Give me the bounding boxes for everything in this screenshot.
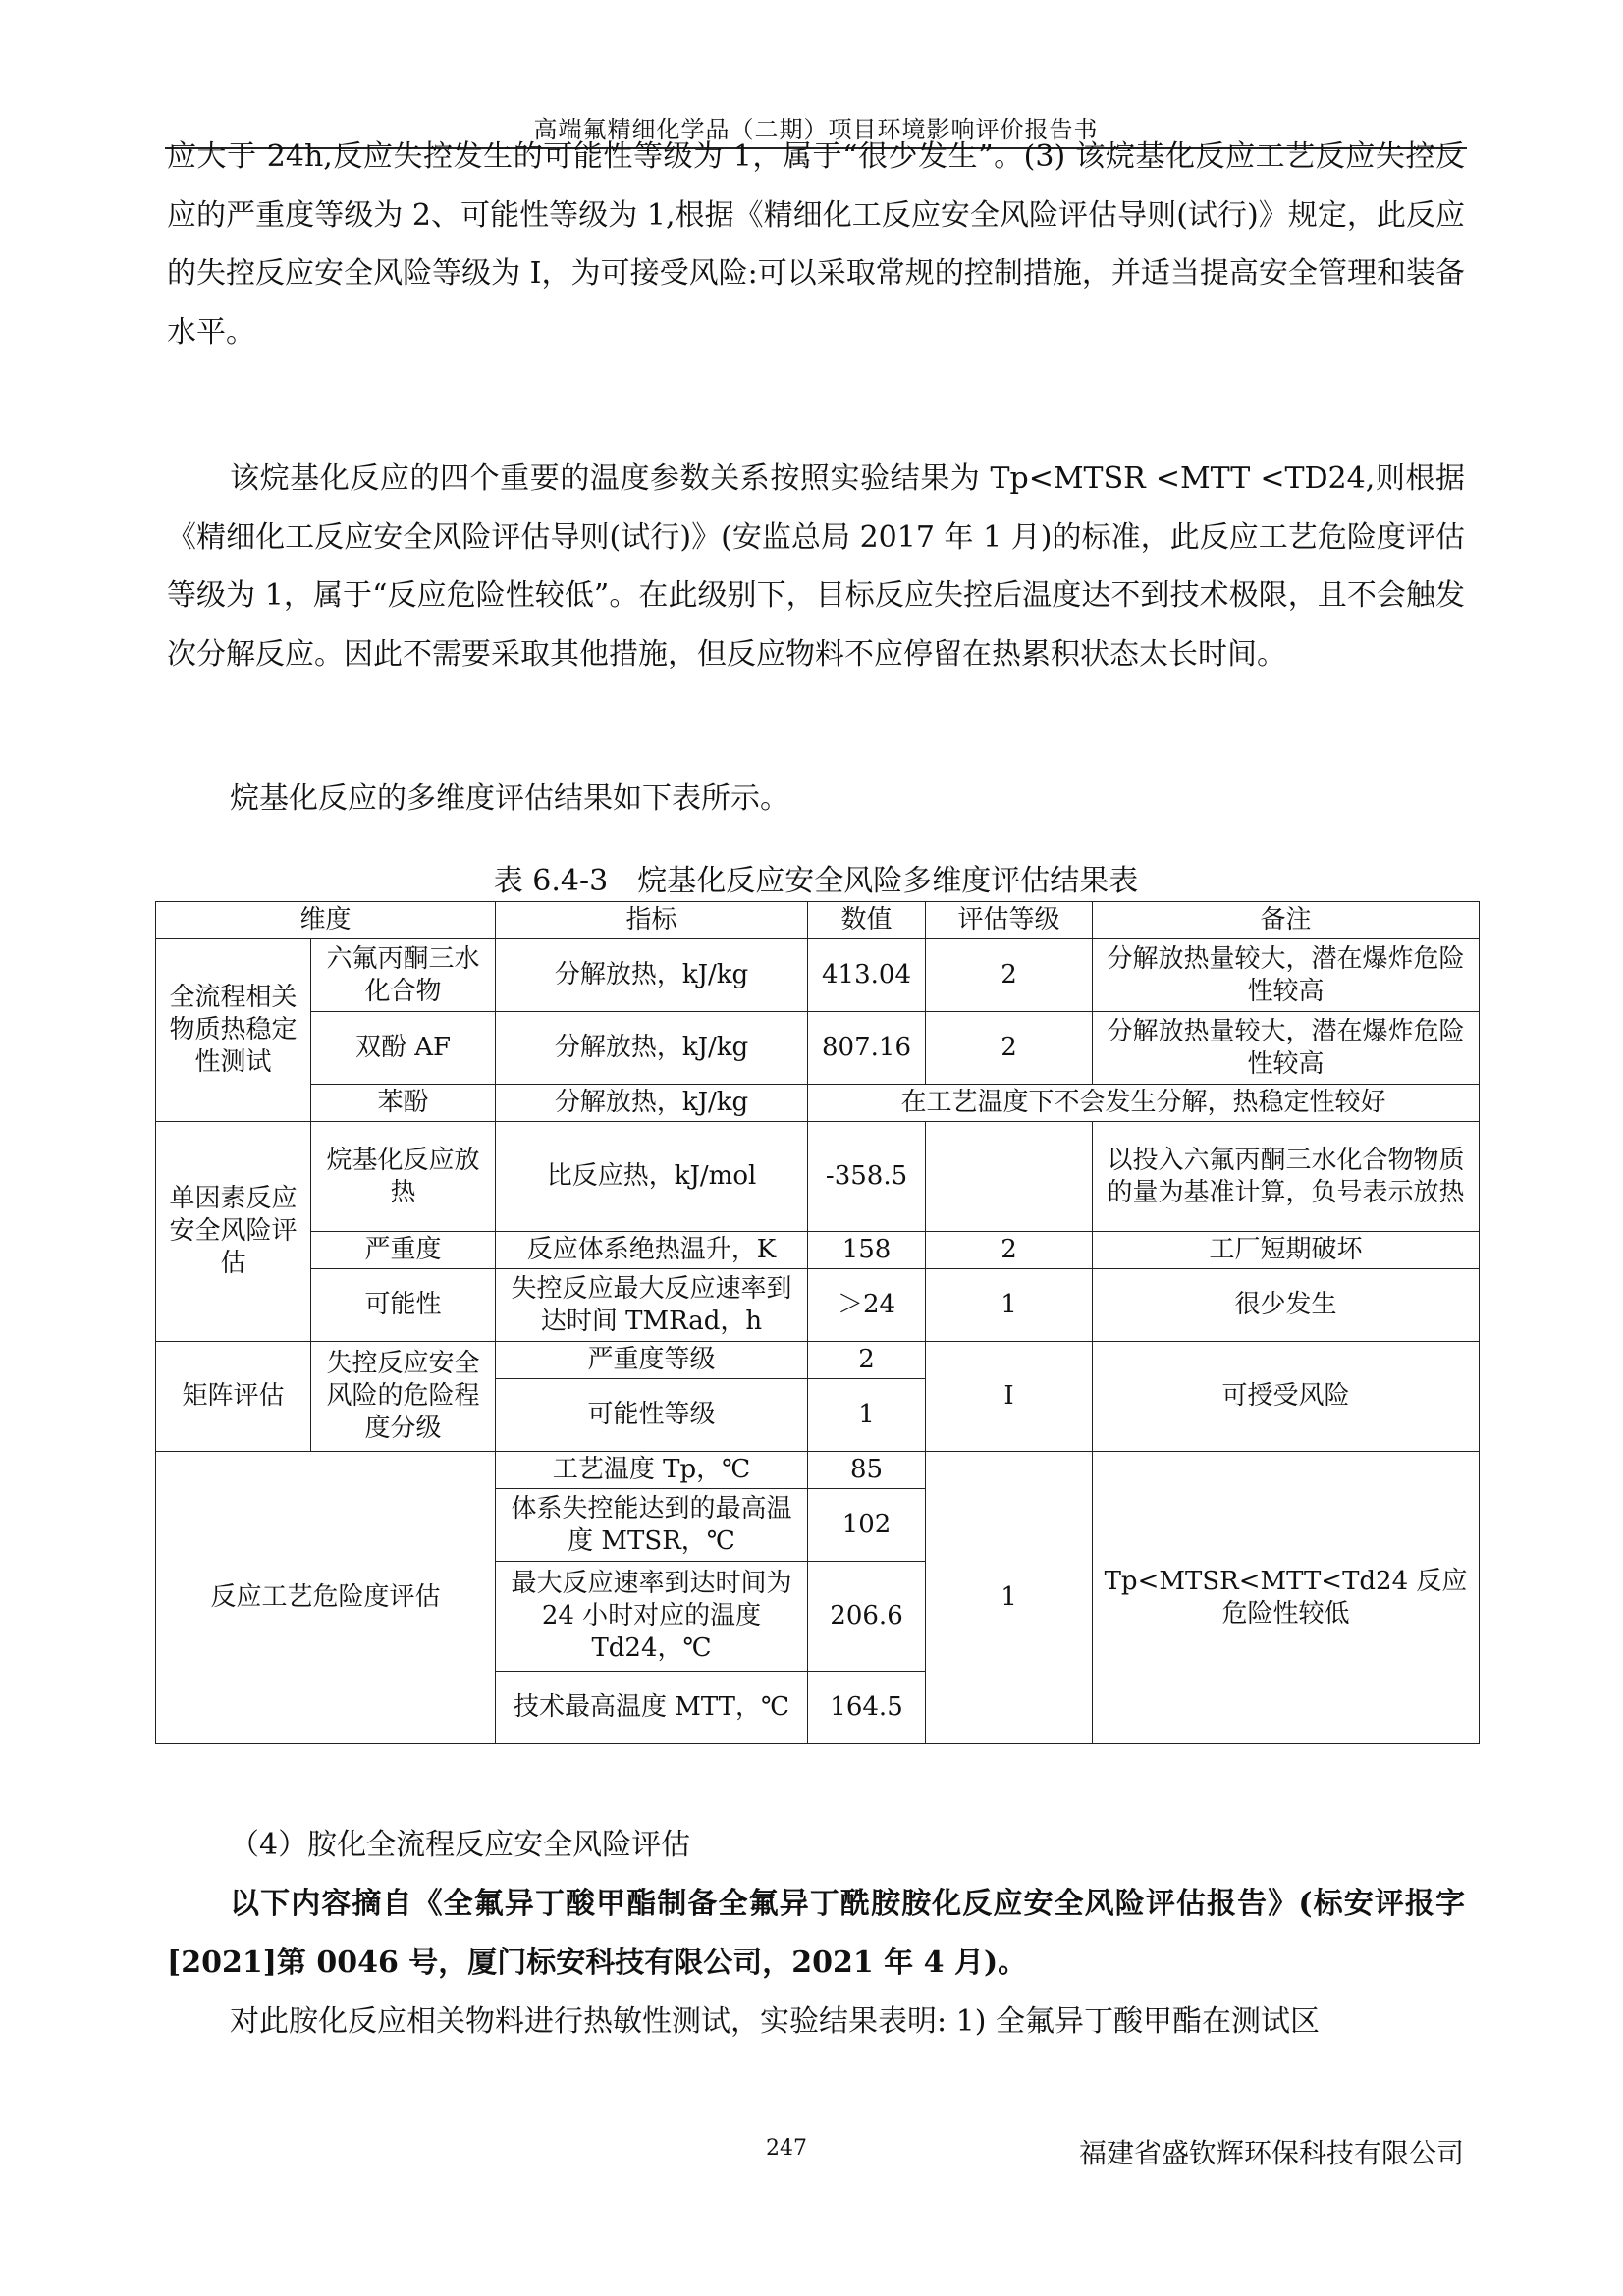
sub-dimension: 苯酚	[311, 1085, 496, 1122]
paragraph-2	[167, 450, 1465, 683]
indicator-cell: 可能性等级	[496, 1379, 808, 1452]
remark-cell: 工厂短期破坏	[1093, 1232, 1480, 1269]
remark-cell: 以投入六氟丙酮三水化合物物质的量为基准计算，负号表示放热	[1093, 1122, 1480, 1232]
value-cell: 102	[808, 1489, 926, 1562]
table-row	[156, 1269, 1480, 1342]
section-label: 单因素反应安全风险评估	[156, 1122, 311, 1342]
header-remark: 备注	[1093, 902, 1480, 939]
paragraph-1	[167, 128, 1465, 361]
value-cell: -358.5	[808, 1122, 926, 1232]
paragraph-4	[167, 1816, 1465, 1875]
section-label: 反应工艺危险度评估	[156, 1452, 496, 1744]
sub-dimension: 可能性	[311, 1269, 496, 1342]
indicator-cell: 严重度等级	[496, 1342, 808, 1379]
remark-cell: 分解放热量较大，潜在爆炸危险性较高	[1093, 939, 1480, 1012]
table-row	[156, 1122, 1480, 1232]
indicator-cell: 最大反应速率到达时间为 24 小时对应的温度 Td24，℃	[496, 1562, 808, 1672]
value-cell: 807.16	[808, 1012, 926, 1085]
value-cell: 1	[808, 1379, 926, 1452]
paragraph-1-text: 应大于 24h,反应失控发生的可能性等级为 1，属于“很少发生”。(3) 该烷基化反应工艺反应失控反应的严重度等级为 2、可能性等级为 1,根据《精细化工反应安全风险评估导则(试行)》规定，此反应的失控反应安全风险等级为 I，为可接受风险:可以采取常规的控制措施，并适当提高安全管理和装备水平。	[167, 139, 1465, 349]
remark-cell: 可授受风险	[1093, 1342, 1480, 1452]
paragraph-3-text: 烷基化反应的多维度评估结果如下表所示。	[230, 781, 789, 816]
grade-cell: 2	[926, 939, 1093, 1012]
grade-cell: 1	[926, 1452, 1093, 1744]
value-cell: 164.5	[808, 1672, 926, 1744]
indicator-cell: 反应体系绝热温升，K	[496, 1232, 808, 1269]
table-header-row	[156, 902, 1480, 939]
paragraph-6	[167, 1993, 1465, 2052]
paragraph-5	[167, 1875, 1465, 1992]
grade-cell: 1	[926, 1269, 1093, 1342]
table-row	[156, 939, 1480, 1012]
indicator-cell: 分解放热，kJ/kg	[496, 1085, 808, 1122]
indicator-cell: 比反应热，kJ/mol	[496, 1122, 808, 1232]
remark-cell: 很少发生	[1093, 1269, 1480, 1342]
indicator-cell: 失控反应最大反应速率到达时间 TMRad，h	[496, 1269, 808, 1342]
section-label: 全流程相关物质热稳定性测试	[156, 939, 311, 1122]
grade-cell: I	[926, 1342, 1093, 1452]
merged-remark-cell: 在工艺温度下不会发生分解，热稳定性较好	[808, 1085, 1480, 1122]
indicator-cell: 技术最高温度 MTT，℃	[496, 1672, 808, 1744]
paragraph-2-text: 该烷基化反应的四个重要的温度参数关系按照实验结果为 Tp<MTSR <MTT <TD24,则根据《精细化工反应安全风险评估导则(试行)》(安监总局 2017 年 1 月)的标准，此反应工艺危险度评估等级为 1，属于“反应危险性较低”。在此级别下，目标反应失控后温度达不到技术极限，且不会触发次分解反应。因此不需要采取其他措施，但反应物料不应停留在热累积状态太长时间。	[167, 461, 1465, 671]
grade-cell: 2	[926, 1232, 1093, 1269]
sub-dimension: 烷基化反应放热	[311, 1122, 496, 1232]
paragraph-3	[167, 770, 1465, 828]
indicator-cell: 分解放热，kJ/kg	[496, 939, 808, 1012]
header-indicator: 指标	[496, 902, 808, 939]
remark-cell: Tp<MTSR<MTT<Td24 反应危险性较低	[1093, 1452, 1480, 1744]
sub-dimension: 严重度	[311, 1232, 496, 1269]
indicator-cell: 分解放热，kJ/kg	[496, 1012, 808, 1085]
table-row	[156, 1012, 1480, 1085]
paragraph-6-text: 对此胺化反应相关物料进行热敏性测试，实验结果表明: 1) 全氟异丁酸甲酯在测试区	[230, 2004, 1320, 2039]
sub-dimension: 失控反应安全风险的危险程度分级	[311, 1342, 496, 1452]
grade-cell	[926, 1122, 1093, 1232]
grade-cell: 2	[926, 1012, 1093, 1085]
page-number: 247	[766, 2136, 807, 2161]
sub-dimension: 六氟丙酮三水化合物	[311, 939, 496, 1012]
table-row	[156, 1085, 1480, 1122]
remark-cell: 分解放热量较大，潜在爆炸危险性较高	[1093, 1012, 1480, 1085]
indicator-cell: 工艺温度 Tp，℃	[496, 1452, 808, 1489]
table-caption: 表 6.4-3 烷基化反应安全风险多维度评估结果表	[493, 864, 1139, 898]
value-cell: ＞24	[808, 1269, 926, 1342]
value-cell: 413.04	[808, 939, 926, 1012]
value-cell: 85	[808, 1452, 926, 1489]
sub-dimension: 双酚 AF	[311, 1012, 496, 1085]
value-cell: 206.6	[808, 1562, 926, 1672]
section-label: 矩阵评估	[156, 1342, 311, 1452]
paragraph-5-text: 以下内容摘自《全氟异丁酸甲酯制备全氟异丁酰胺胺化反应安全风险评估报告》(标安评报字[2021]第 0046 号，厦门标安科技有限公司，2021 年 4 月)。	[167, 1887, 1465, 1980]
table-row	[156, 1232, 1480, 1269]
page-header-title: 高端氟精细化学品（二期）项目环境影响评价报告书	[533, 116, 1099, 143]
risk-evaluation-table	[155, 901, 1480, 1744]
header-grade: 评估等级	[926, 902, 1093, 939]
table-row	[156, 1342, 1480, 1379]
indicator-cell: 体系失控能达到的最高温度 MTSR，℃	[496, 1489, 808, 1562]
paragraph-4-text: （4）胺化全流程反应安全风险评估	[230, 1828, 691, 1862]
value-cell: 158	[808, 1232, 926, 1269]
footer-company: 福建省盛钦辉环保科技有限公司	[1078, 2137, 1464, 2169]
value-cell: 2	[808, 1342, 926, 1379]
table-row	[156, 1452, 1480, 1489]
header-dimension: 维度	[156, 902, 496, 939]
header-value: 数值	[808, 902, 926, 939]
